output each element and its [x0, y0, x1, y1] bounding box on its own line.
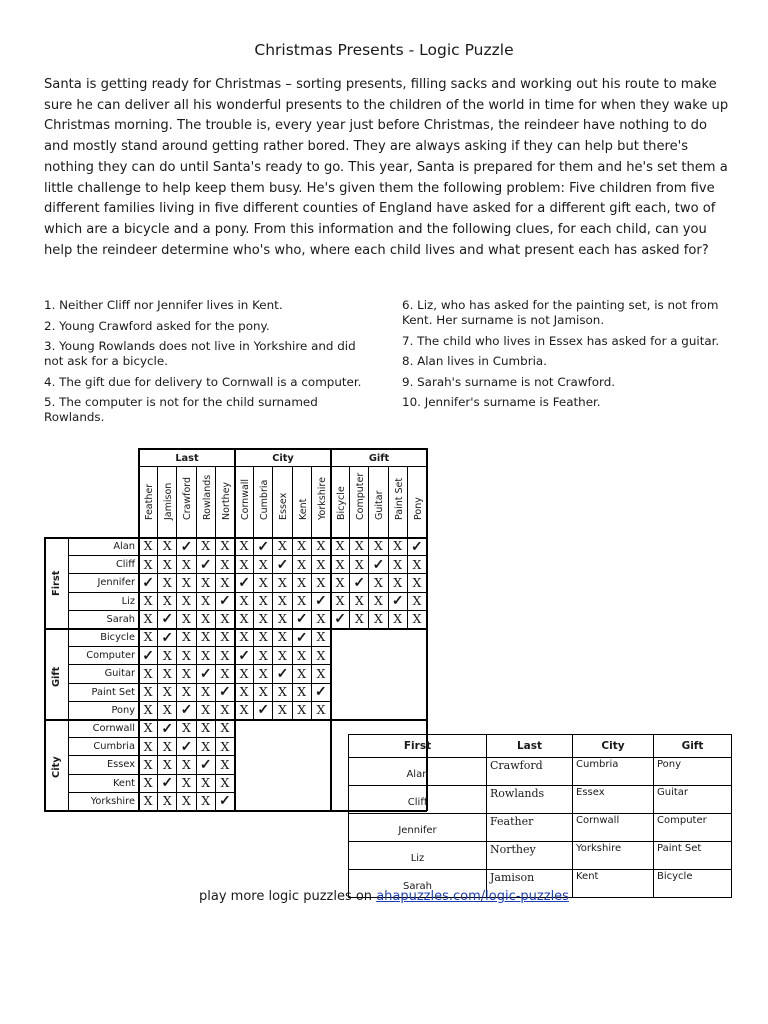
x-mark[interactable]: X — [389, 574, 408, 592]
clue-item: 10. Jennifer's surname is Feather. — [402, 395, 601, 409]
x-mark[interactable]: X — [235, 702, 254, 720]
column-label: Computer — [355, 472, 367, 520]
x-mark[interactable]: X — [312, 611, 331, 629]
x-mark[interactable]: X — [197, 629, 216, 647]
check-mark[interactable]: ✓ — [197, 556, 216, 574]
grid-line — [44, 628, 46, 720]
x-mark[interactable]: X — [197, 574, 216, 592]
answer-cell[interactable]: Northey — [487, 842, 573, 870]
x-mark[interactable]: X — [369, 574, 388, 592]
grid-line — [68, 719, 69, 811]
grid-line — [234, 719, 331, 721]
x-mark[interactable]: X — [139, 684, 158, 702]
row-label: Cumbria — [93, 741, 135, 753]
check-mark[interactable]: ✓ — [389, 593, 408, 611]
x-mark[interactable]: X — [293, 665, 312, 683]
column-label: Northey — [220, 481, 232, 520]
clue-item: 9. Sarah's surname is not Crawford. — [402, 374, 616, 389]
x-mark[interactable]: X — [235, 556, 254, 574]
row-label: Sarah — [106, 613, 135, 625]
grid-line — [331, 466, 427, 467]
grid-line — [234, 537, 236, 629]
check-mark[interactable]: ✓ — [177, 738, 196, 756]
clue-item: 7. The child who lives in Essex has asked for a guitar. — [402, 333, 720, 348]
x-mark[interactable]: X — [216, 647, 235, 665]
x-mark[interactable]: X — [177, 684, 196, 702]
x-mark[interactable]: X — [177, 647, 196, 665]
x-mark[interactable]: X — [389, 611, 408, 629]
answer-row — [349, 842, 732, 870]
x-mark[interactable]: X — [235, 593, 254, 611]
check-mark[interactable]: ✓ — [254, 538, 273, 556]
grid-line — [44, 719, 139, 721]
row-label: Bicycle — [100, 632, 135, 643]
clue-item: 8. Alan lives in Cumbria. — [402, 354, 547, 368]
column-label: Jamison — [163, 482, 175, 520]
answer-cell[interactable]: Feather — [487, 814, 573, 842]
x-mark[interactable]: X — [254, 593, 273, 611]
row-label: Guitar — [104, 668, 135, 680]
grid-line — [138, 719, 140, 811]
x-mark[interactable]: X — [273, 538, 292, 556]
grid-line — [139, 448, 235, 450]
x-mark[interactable]: X — [158, 538, 177, 556]
grid-line — [68, 537, 69, 629]
column-label: Pony — [412, 497, 424, 520]
x-mark[interactable]: X — [158, 756, 177, 774]
x-mark[interactable]: X — [177, 793, 196, 811]
x-mark[interactable]: X — [293, 574, 312, 592]
x-mark[interactable]: X — [177, 775, 196, 793]
x-mark[interactable]: X — [197, 702, 216, 720]
clue-item: 4. The gift due for delivery to Cornwall is a computer. — [44, 374, 362, 389]
row-label: Liz — [121, 595, 135, 607]
grid-line — [138, 537, 235, 539]
row-label: Cliff — [115, 559, 135, 571]
grid-line — [234, 448, 236, 538]
x-mark[interactable]: X — [158, 665, 177, 683]
x-mark[interactable]: X — [350, 556, 369, 574]
column-label: Rowlands — [201, 474, 213, 520]
x-mark[interactable]: X — [216, 720, 235, 738]
grid-line — [272, 466, 273, 538]
x-mark[interactable]: X — [408, 556, 427, 574]
x-mark[interactable]: X — [197, 720, 216, 738]
footer-text: play more logic puzzles on — [199, 889, 377, 904]
grid-line — [68, 701, 139, 702]
row-label: Pony — [111, 704, 135, 716]
grid-line — [349, 466, 350, 538]
check-mark[interactable]: ✓ — [331, 611, 350, 629]
x-mark[interactable]: X — [216, 665, 235, 683]
x-mark[interactable]: X — [293, 538, 312, 556]
column-label: Paint Set — [393, 477, 405, 520]
grid-line — [330, 719, 332, 811]
grid-line — [330, 537, 427, 539]
clue-item: 2. Young Crawford asked for the pony. — [44, 318, 270, 333]
x-mark[interactable]: X — [139, 720, 158, 738]
grid-line — [234, 628, 236, 720]
grid-line — [331, 448, 427, 450]
x-mark[interactable]: X — [254, 574, 273, 592]
x-mark[interactable]: X — [254, 665, 273, 683]
check-mark[interactable]: ✓ — [139, 574, 158, 592]
x-mark[interactable]: X — [216, 738, 235, 756]
x-mark[interactable]: X — [177, 629, 196, 647]
x-mark[interactable]: X — [350, 538, 369, 556]
x-mark[interactable]: X — [293, 556, 312, 574]
column-group-header: Last — [175, 453, 199, 464]
x-mark[interactable]: X — [139, 793, 158, 811]
grid-line — [253, 466, 254, 538]
x-mark[interactable]: X — [331, 556, 350, 574]
x-mark[interactable]: X — [312, 647, 331, 665]
row-label: Cornwall — [92, 723, 135, 734]
x-mark[interactable]: X — [312, 538, 331, 556]
x-mark[interactable]: X — [177, 665, 196, 683]
grid-line — [68, 610, 139, 611]
grid-line — [68, 683, 139, 684]
x-mark[interactable]: X — [254, 611, 273, 629]
grid-line — [330, 448, 332, 538]
answer-cell[interactable]: Sarah — [349, 870, 487, 898]
grid-line — [368, 466, 369, 538]
grid-line — [68, 755, 139, 756]
answer-cell[interactable]: Pony — [654, 758, 732, 786]
x-mark[interactable]: X — [139, 611, 158, 629]
x-mark[interactable]: X — [139, 556, 158, 574]
answer-cell[interactable]: Kent — [573, 870, 654, 898]
check-mark[interactable]: ✓ — [235, 647, 254, 665]
x-mark[interactable]: X — [331, 574, 350, 592]
x-mark[interactable]: X — [158, 556, 177, 574]
clue-item: 1. Neither Cliff nor Jennifer lives in Kent. — [44, 298, 283, 312]
x-mark[interactable]: X — [408, 611, 427, 629]
column-label: Bicycle — [336, 486, 347, 520]
grid-line — [68, 646, 139, 647]
check-mark[interactable]: ✓ — [158, 720, 177, 738]
footer-link[interactable]: ahapuzzles.com/logic-puzzles — [376, 889, 569, 904]
x-mark[interactable]: X — [350, 593, 369, 611]
check-mark[interactable]: ✓ — [158, 611, 177, 629]
x-mark[interactable]: X — [312, 556, 331, 574]
x-mark[interactable]: X — [312, 665, 331, 683]
x-mark[interactable]: X — [273, 702, 292, 720]
column-label: Yorkshire — [316, 477, 328, 520]
x-mark[interactable]: X — [177, 611, 196, 629]
column-label: Cumbria — [259, 479, 271, 520]
x-mark[interactable]: X — [158, 684, 177, 702]
answer-header-last: Last — [487, 735, 573, 758]
x-mark[interactable]: X — [408, 574, 427, 592]
x-mark[interactable]: X — [235, 611, 254, 629]
x-mark[interactable]: X — [197, 684, 216, 702]
row-group-header: First — [51, 570, 62, 596]
x-mark[interactable]: X — [331, 538, 350, 556]
check-mark[interactable]: ✓ — [273, 556, 292, 574]
answer-cell[interactable]: Essex — [573, 786, 654, 814]
x-mark[interactable]: X — [177, 720, 196, 738]
column-label: Cornwall — [240, 478, 251, 520]
grid-line — [68, 573, 139, 574]
grid-line — [311, 466, 312, 538]
grid-line — [68, 628, 69, 720]
x-mark[interactable]: X — [197, 593, 216, 611]
grid-line — [234, 537, 331, 539]
x-mark[interactable]: X — [197, 775, 216, 793]
x-mark[interactable]: X — [139, 538, 158, 556]
x-mark[interactable]: X — [139, 775, 158, 793]
row-label: Jennifer — [97, 577, 135, 589]
answer-cell[interactable]: Liz — [349, 842, 487, 870]
answer-cell[interactable]: Yorkshire — [573, 842, 654, 870]
x-mark[interactable]: X — [216, 756, 235, 774]
x-mark[interactable]: X — [235, 538, 254, 556]
check-mark[interactable]: ✓ — [177, 702, 196, 720]
check-mark[interactable]: ✓ — [312, 684, 331, 702]
answer-cell[interactable]: Computer — [654, 814, 732, 842]
answer-cell[interactable]: Bicycle — [654, 870, 732, 898]
check-mark[interactable]: ✓ — [293, 611, 312, 629]
column-label: Guitar — [374, 490, 386, 520]
x-mark[interactable]: X — [408, 593, 427, 611]
grid-line — [138, 810, 235, 812]
grid-line — [426, 628, 428, 720]
x-mark[interactable]: X — [139, 756, 158, 774]
answer-row — [349, 758, 732, 786]
x-mark[interactable]: X — [216, 556, 235, 574]
clue-item: 6. Liz, who has asked for the painting set, is not from Kent. Her surname is not Jamison. — [402, 298, 719, 327]
x-mark[interactable]: X — [273, 611, 292, 629]
check-mark[interactable]: ✓ — [273, 665, 292, 683]
x-mark[interactable]: X — [158, 593, 177, 611]
x-mark[interactable]: X — [254, 556, 273, 574]
row-label: Computer — [86, 650, 135, 662]
check-mark[interactable]: ✓ — [158, 775, 177, 793]
grid-line — [138, 448, 140, 538]
x-mark[interactable]: X — [177, 756, 196, 774]
grid-line — [235, 466, 331, 467]
intro-paragraph: Santa is getting ready for Christmas – sorting presents, filling sacks and working out his route to make sure he can deliver all his wonderful presents to the children of the world in time for when they wake up Christmas morning. The trouble is, every year just before Christmas, the reindeer have nothing to do and mostly stand around getting rather bored. They are always asking if they can help but there's nothing they can do until Santa's ready to go. This year, Santa is prepared for them and he's set them a little challenge to help keep them busy. He's given them the following problem: Five children from five different families living in five different counties of England have asked for a different gift each, two of which are a bicycle and a pony. From this information and the following clues, for each child, can you help the reindeer determine who's who, where each child lives and what present each has asked for? — [44, 77, 729, 258]
page-title: Christmas Presents - Logic Puzzle — [254, 41, 514, 59]
clue-item: 5. The computer is not for the child surnamed Rowlands. — [44, 395, 318, 424]
answer-cell[interactable]: Jennifer — [349, 814, 487, 842]
x-mark[interactable]: X — [158, 738, 177, 756]
x-mark[interactable]: X — [273, 629, 292, 647]
x-mark[interactable]: X — [312, 702, 331, 720]
check-mark[interactable]: ✓ — [158, 629, 177, 647]
x-mark[interactable]: X — [216, 574, 235, 592]
grid-line — [68, 592, 139, 593]
answer-header-city: City — [573, 735, 654, 758]
check-mark[interactable]: ✓ — [235, 574, 254, 592]
x-mark[interactable]: X — [273, 647, 292, 665]
x-mark[interactable]: X — [139, 738, 158, 756]
grid-line — [176, 466, 177, 538]
grid-line — [138, 628, 140, 720]
column-group-header: Gift — [368, 453, 390, 464]
x-mark[interactable]: X — [293, 702, 312, 720]
check-mark[interactable]: ✓ — [177, 538, 196, 556]
x-mark[interactable]: X — [139, 702, 158, 720]
row-label: Paint Set — [91, 686, 135, 698]
check-mark[interactable]: ✓ — [197, 665, 216, 683]
clue-list-right — [402, 298, 732, 416]
x-mark[interactable]: X — [369, 593, 388, 611]
check-mark[interactable]: ✓ — [312, 593, 331, 611]
answer-cell[interactable]: Cumbria — [573, 758, 654, 786]
x-mark[interactable]: X — [254, 684, 273, 702]
x-mark[interactable]: X — [369, 611, 388, 629]
x-mark[interactable]: X — [254, 647, 273, 665]
grid-line — [426, 448, 428, 538]
x-mark[interactable]: X — [177, 593, 196, 611]
check-mark[interactable]: ✓ — [350, 574, 369, 592]
x-mark[interactable]: X — [273, 574, 292, 592]
x-mark[interactable]: X — [235, 684, 254, 702]
answer-cell[interactable]: Guitar — [654, 786, 732, 814]
check-mark[interactable]: ✓ — [197, 756, 216, 774]
x-mark[interactable]: X — [369, 538, 388, 556]
grid-line — [44, 628, 139, 630]
grid-line — [68, 774, 139, 775]
row-label: Alan — [113, 541, 135, 552]
check-mark[interactable]: ✓ — [408, 538, 427, 556]
row-label: Yorkshire — [90, 795, 135, 807]
column-label: Feather — [144, 483, 155, 520]
check-mark[interactable]: ✓ — [216, 793, 235, 811]
answer-row — [349, 786, 732, 814]
x-mark[interactable]: X — [177, 556, 196, 574]
grid-line — [330, 719, 427, 721]
clue-item: 3. Young Rowlands does not live in Yorkshire and did not ask for a bicycle. — [44, 339, 356, 368]
x-mark[interactable]: X — [293, 593, 312, 611]
grid-line — [68, 737, 139, 738]
column-group-header: City — [272, 453, 294, 464]
x-mark[interactable]: X — [273, 593, 292, 611]
answer-header-gift: Gift — [654, 735, 732, 758]
answer-cell[interactable]: Alan — [349, 758, 487, 786]
x-mark[interactable]: X — [197, 738, 216, 756]
grid-line — [330, 537, 332, 629]
grid-line — [138, 628, 235, 630]
x-mark[interactable]: X — [293, 684, 312, 702]
row-label: Kent — [112, 777, 135, 789]
x-mark[interactable]: X — [139, 629, 158, 647]
x-mark[interactable]: X — [235, 629, 254, 647]
grid-line — [139, 466, 235, 467]
row-label: Essex — [106, 759, 135, 771]
answer-cell[interactable]: Crawford — [487, 758, 573, 786]
answer-table — [348, 734, 732, 898]
x-mark[interactable]: X — [312, 629, 331, 647]
x-mark[interactable]: X — [216, 538, 235, 556]
grid-line — [426, 537, 428, 629]
grid-line — [234, 628, 331, 630]
x-mark[interactable]: X — [389, 538, 408, 556]
grid-line — [330, 628, 332, 720]
row-group-header: City — [51, 755, 62, 778]
x-mark[interactable]: X — [216, 629, 235, 647]
answer-cell[interactable]: Paint Set — [654, 842, 732, 870]
x-mark[interactable]: X — [139, 665, 158, 683]
answer-header-row — [349, 735, 732, 758]
x-mark[interactable]: X — [139, 593, 158, 611]
x-mark[interactable]: X — [350, 611, 369, 629]
grid-line — [330, 628, 427, 630]
grid-line — [292, 466, 293, 538]
grid-line — [44, 537, 139, 539]
grid-line — [234, 719, 236, 811]
x-mark[interactable]: X — [158, 702, 177, 720]
x-mark[interactable]: X — [273, 684, 292, 702]
grid-line — [44, 537, 46, 629]
x-mark[interactable]: X — [177, 574, 196, 592]
grid-line — [138, 719, 235, 721]
column-label: Crawford — [182, 476, 194, 520]
grid-line — [68, 555, 139, 556]
grid-line — [68, 792, 139, 793]
grid-line — [388, 466, 389, 538]
x-mark[interactable]: X — [293, 647, 312, 665]
answer-cell[interactable]: Jamison — [487, 870, 573, 898]
x-mark[interactable]: X — [216, 702, 235, 720]
column-label: Kent — [297, 498, 309, 520]
check-mark[interactable]: ✓ — [293, 629, 312, 647]
answer-cell[interactable]: Rowlands — [487, 786, 573, 814]
x-mark[interactable]: X — [158, 647, 177, 665]
grid-line — [196, 466, 197, 538]
x-mark[interactable]: X — [197, 647, 216, 665]
grid-line — [44, 810, 139, 812]
grid-line — [68, 664, 139, 665]
x-mark[interactable]: X — [197, 538, 216, 556]
grid-line — [138, 537, 140, 629]
x-mark[interactable]: X — [216, 611, 235, 629]
check-mark[interactable]: ✓ — [216, 593, 235, 611]
grid-line — [234, 810, 331, 812]
x-mark[interactable]: X — [254, 629, 273, 647]
answer-row — [349, 814, 732, 842]
x-mark[interactable]: X — [331, 593, 350, 611]
x-mark[interactable]: X — [158, 574, 177, 592]
grid-line — [235, 448, 331, 450]
grid-line — [157, 466, 158, 538]
x-mark[interactable]: X — [312, 574, 331, 592]
x-mark[interactable]: X — [197, 611, 216, 629]
answer-header-first: First — [349, 735, 487, 758]
x-mark[interactable]: X — [216, 775, 235, 793]
answer-cell[interactable]: Cliff — [349, 786, 487, 814]
footer — [0, 889, 768, 904]
x-mark[interactable]: X — [158, 793, 177, 811]
answer-cell[interactable]: Cornwall — [573, 814, 654, 842]
grid-line — [44, 719, 46, 811]
check-mark[interactable]: ✓ — [216, 684, 235, 702]
x-mark[interactable]: X — [389, 556, 408, 574]
check-mark[interactable]: ✓ — [139, 647, 158, 665]
check-mark[interactable]: ✓ — [369, 556, 388, 574]
x-mark[interactable]: X — [197, 793, 216, 811]
clue-list-left — [44, 298, 374, 431]
x-mark[interactable]: X — [235, 665, 254, 683]
grid-line — [215, 466, 216, 538]
grid-line — [407, 466, 408, 538]
column-label: Essex — [278, 492, 290, 520]
row-group-header: Gift — [51, 666, 62, 687]
check-mark[interactable]: ✓ — [254, 702, 273, 720]
